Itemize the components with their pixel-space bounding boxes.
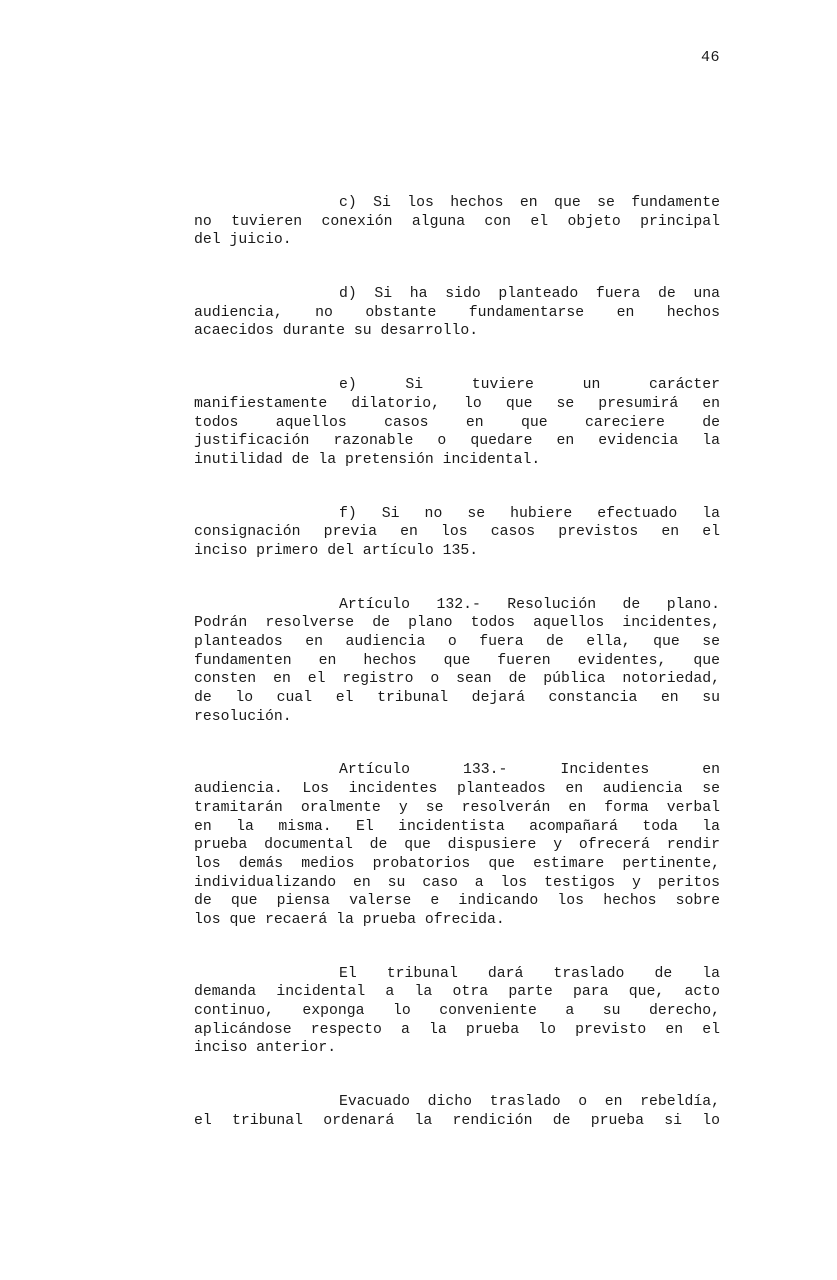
text-line: de lo cual el tribunal dejará constancia en su: [194, 690, 720, 707]
text-line: Artículo 133.- Incidentes en: [339, 762, 720, 779]
text-line: El tribunal dará traslado de la: [339, 965, 720, 982]
text-line: prueba documental de que dispusiere y ofrecerá rendir: [194, 837, 720, 854]
page-number: 46: [700, 49, 720, 66]
document-body: [194, 194, 720, 1165]
text-line: manifiestamente dilatorio, lo que se presumirá en: [194, 395, 720, 412]
text-line: c) Si los hechos en que se fundamente: [339, 195, 720, 211]
text-line: planteados en audiencia o fuera de ella, que se: [194, 634, 720, 650]
text-line: audiencia. Los incidentes planteados en audiencia se: [194, 781, 720, 798]
paragraph-articulo-133: [194, 761, 720, 929]
text-line: continuo, exponga lo conveniente a su derecho,: [194, 1003, 720, 1019]
paragraph-inciso-d: [194, 285, 720, 341]
paragraph-evacuado: [194, 1093, 720, 1130]
text-line: audiencia, no obstante fundamentarse en hechos: [194, 304, 720, 321]
text-line: no tuvieren conexión alguna con el objeto principal: [194, 213, 720, 230]
text-line: f) Si no se hubiere efectuado la: [339, 505, 720, 522]
paragraph-articulo-132: [194, 596, 720, 727]
paragraph-traslado: [194, 965, 720, 1058]
text-line: de que piensa valerse e indicando los hechos sobre: [194, 893, 720, 910]
paragraph-inciso-f: [194, 505, 720, 561]
text-line: inciso anterior.: [194, 1040, 337, 1057]
text-line: consignación previa en los casos previstos en el: [194, 524, 720, 541]
text-line: tramitarán oralmente y se resolverán en forma verbal: [194, 799, 720, 816]
text-line: individualizando en su caso a los testigos y peritos: [194, 874, 720, 891]
text-line: justificación razonable o quedare en evidencia la: [194, 433, 720, 450]
text-line: del juicio.: [194, 232, 292, 249]
text-line: todos aquellos casos en que careciere de: [194, 414, 720, 431]
paragraph-inciso-c: [194, 194, 720, 250]
text-line: demanda incidental a la otra parte para que, acto: [194, 984, 720, 1001]
text-line: aplicándose respecto a la prueba lo previsto en el: [194, 1021, 720, 1038]
text-line: consten en el registro o sean de pública notoriedad,: [194, 671, 720, 688]
text-line: Artículo 132.- Resolución de plano.: [339, 596, 720, 613]
paragraph-inciso-e: [194, 376, 720, 469]
text-line: e) Si tuviere un carácter: [339, 377, 720, 394]
text-line: en la misma. El incidentista acompañará toda la: [194, 818, 720, 835]
text-line: inciso primero del artículo 135.: [194, 542, 479, 559]
text-line: inutilidad de la pretensión incidental.: [194, 451, 541, 468]
text-line: acaecidos durante su desarrollo.: [194, 323, 479, 340]
text-line: el tribunal ordenará la rendición de prueba si lo: [194, 1112, 720, 1129]
text-line: los demás medios probatorios que estimare pertinente,: [194, 855, 720, 872]
text-line: Podrán resolverse de plano todos aquellos incidentes,: [194, 615, 720, 632]
text-line: Evacuado dicho traslado o en rebeldía,: [339, 1094, 720, 1111]
text-line: resolución.: [194, 708, 292, 725]
text-line: d) Si ha sido planteado fuera de una: [339, 286, 720, 303]
text-line: fundamenten en hechos que fueren evidentes, que: [194, 652, 720, 669]
text-line: los que recaerá la prueba ofrecida.: [194, 911, 505, 928]
